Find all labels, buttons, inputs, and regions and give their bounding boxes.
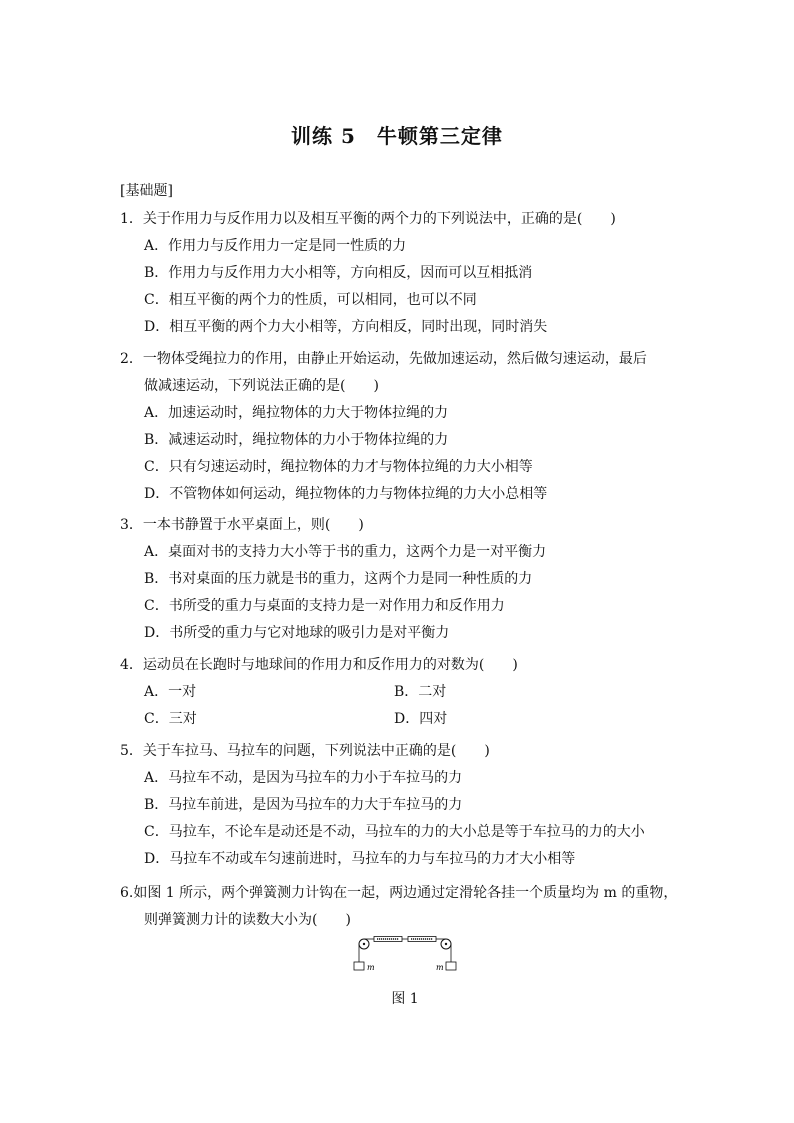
option-a: A．马拉车不动，是因为马拉车的力小于车拉马的力 xyxy=(144,770,463,786)
option-b: B．二对 xyxy=(394,684,447,700)
question-stem: 4．运动员在长跑时与地球间的作用力和反作用力的对数为( ) xyxy=(120,657,518,673)
option-c: C．书所受的重力与桌面的支持力是一对作用力和反作用力 xyxy=(144,598,505,614)
spring-scale-pulley-figure xyxy=(350,936,460,976)
question-stem: 2．一物体受绳拉力的作用，由静止开始运动，先做加速运动，然后做匀速运动，最后 xyxy=(120,351,647,367)
option-b: B．马拉车前进，是因为马拉车的力大于车拉马的力 xyxy=(144,797,463,813)
option-a: A．加速运动时，绳拉物体的力大于物体拉绳的力 xyxy=(144,405,449,421)
question-1 xyxy=(120,206,616,341)
option-row xyxy=(120,706,644,733)
option-c: C．只有匀速运动时，绳拉物体的力才与物体拉绳的力大小相等 xyxy=(144,459,533,475)
question-stem: 1．关于作用力与反作用力以及相互平衡的两个力的下列说法中，正确的是( ) xyxy=(120,211,616,227)
right-pulley-axle xyxy=(445,943,447,945)
option-a: A．桌面对书的支持力大小等于书的重力，这两个力是一对平衡力 xyxy=(144,544,547,560)
option-b: B．减速运动时，绳拉物体的力小于物体拉绳的力 xyxy=(144,432,449,448)
option-d: D．书所受的重力与它对地球的吸引力是对平衡力 xyxy=(144,625,450,641)
option-d: D．不管物体如何运动，绳拉物体的力与物体拉绳的力大小总相等 xyxy=(144,486,548,502)
question-2 xyxy=(120,346,647,508)
option-c: C．马拉车，不论车是动还是不动，马拉车的力的大小总是等于车拉马的力的大小 xyxy=(144,824,645,840)
option-row xyxy=(120,679,644,706)
left-mass-label: m xyxy=(367,963,375,972)
page-title: 训练 5 牛顿第三定律 xyxy=(291,124,503,148)
figure-caption: 图 1 xyxy=(391,991,419,1007)
section-label: [基础题] xyxy=(120,183,173,199)
option-b: B．作用力与反作用力大小相等，方向相反，因而可以互相抵消 xyxy=(144,265,533,281)
option-d: D．四对 xyxy=(394,711,448,727)
question-stem: 3．一本书静置于水平桌面上，则( ) xyxy=(120,517,364,533)
question-stem: 6.如图 1 所示，两个弹簧测力计钩在一起，两边通过定滑轮各挂一个质量均为 m 的重物， xyxy=(120,885,678,901)
question-stem-continued: 做减速运动，下列说法正确的是( ) xyxy=(144,378,379,394)
question-4 xyxy=(120,652,644,733)
right-mass xyxy=(446,962,456,970)
right-mass-label: m xyxy=(436,963,444,972)
left-mass xyxy=(354,962,364,970)
option-d: D．相互平衡的两个力大小相等，方向相反，同时出现，同时消失 xyxy=(144,319,548,335)
left-pulley-axle xyxy=(363,943,365,945)
option-c: C．三对 xyxy=(144,711,197,727)
question-3 xyxy=(120,512,546,647)
option-b: B．书对桌面的压力就是书的重力，这两个力是同一种性质的力 xyxy=(144,571,533,587)
question-stem-continued: 则弹簧测力计的读数大小为( ) xyxy=(144,912,351,928)
question-5 xyxy=(120,738,645,873)
option-c: C．相互平衡的两个力的性质，可以相同，也可以不同 xyxy=(144,292,477,308)
option-a: A．作用力与反作用力一定是同一性质的力 xyxy=(144,238,407,254)
question-stem: 5．关于车拉马、马拉车的问题，下列说法中正确的是( ) xyxy=(120,743,490,759)
option-d: D．马拉车不动或车匀速前进时，马拉车的力与车拉马的力才大小相等 xyxy=(144,851,576,867)
option-a: A．一对 xyxy=(144,684,197,700)
question-6 xyxy=(120,880,677,934)
